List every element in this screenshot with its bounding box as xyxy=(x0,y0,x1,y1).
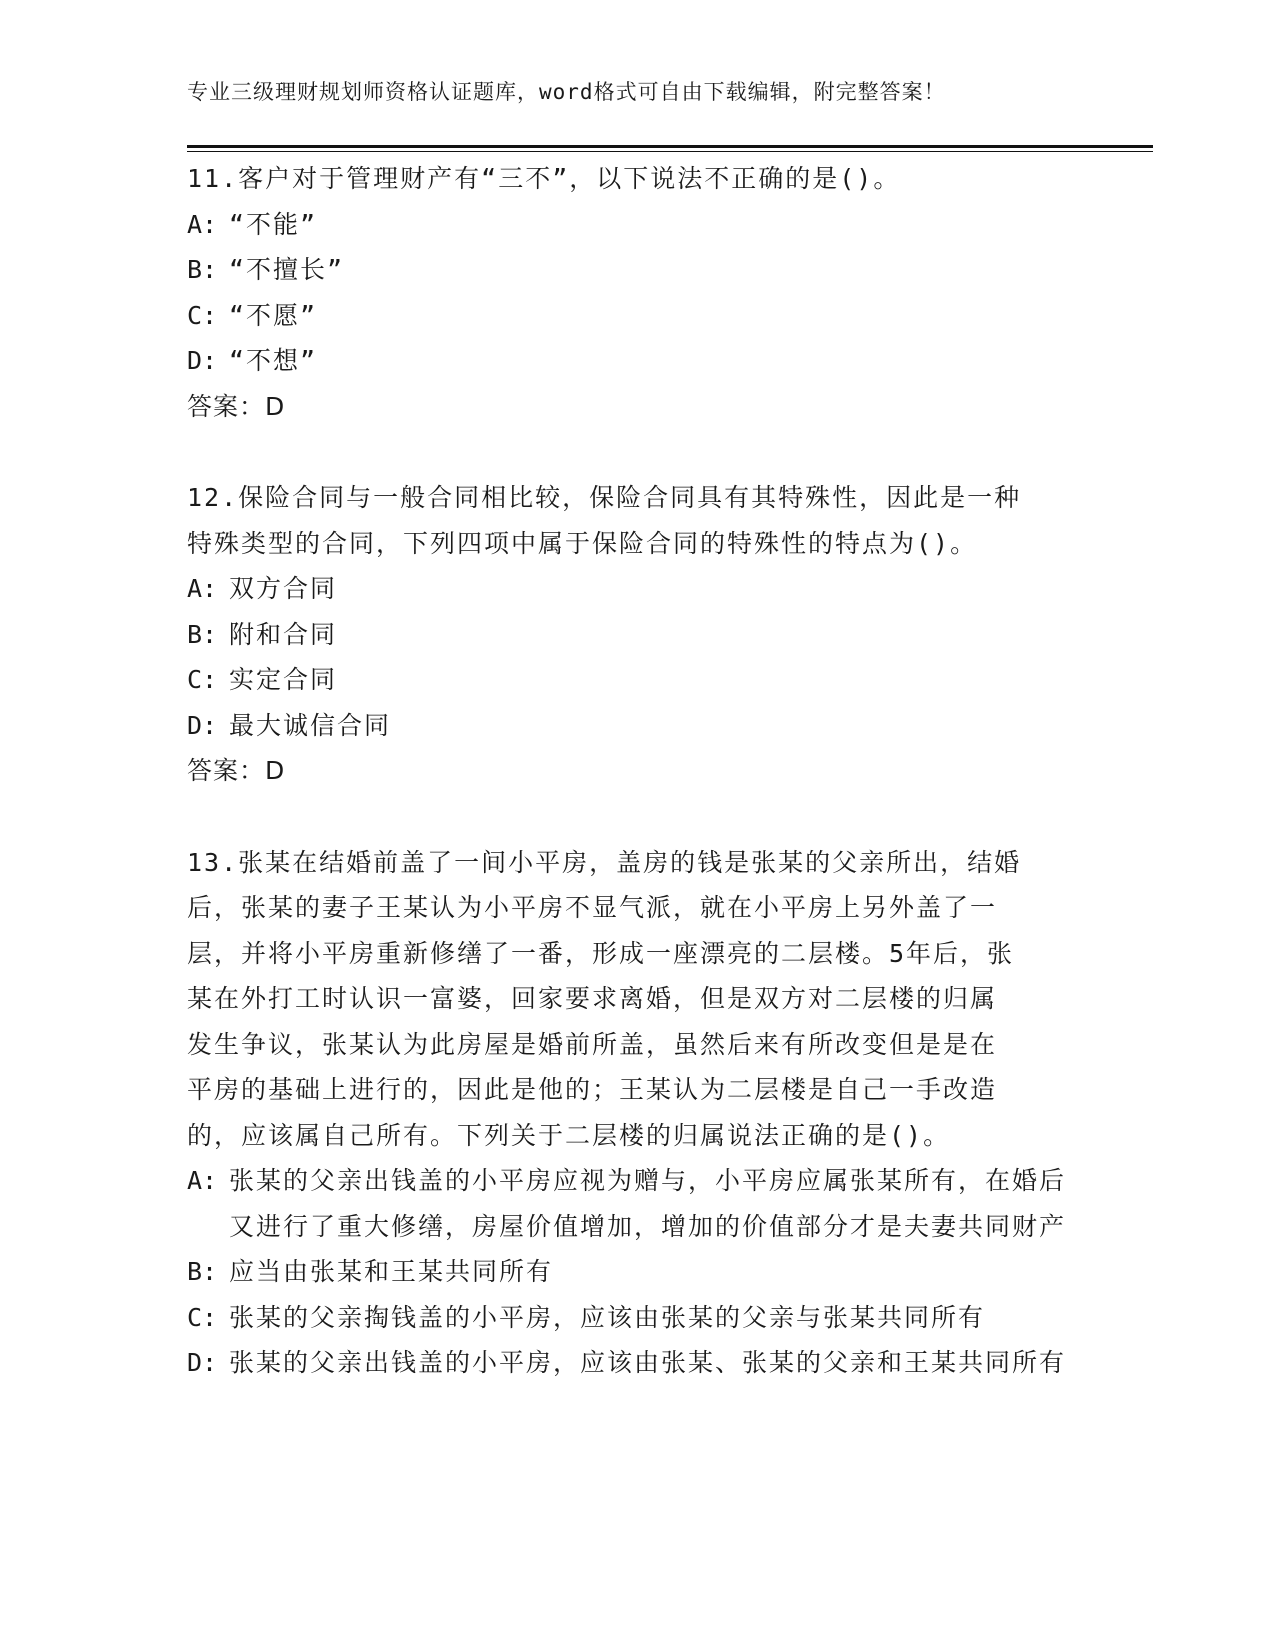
question-stem-line: 特殊类型的合同，下列四项中属于保险合同的特殊性的特点为()。 xyxy=(187,528,978,558)
header-rule-thin xyxy=(187,151,1153,152)
option-text: 张某的父亲出钱盖的小平房，应该由张某、张某的父亲和王某共同所有 xyxy=(229,1348,1067,1377)
option-text: 实定合同 xyxy=(229,665,338,694)
option-key: D: xyxy=(187,346,218,375)
option-b xyxy=(187,612,1087,658)
option-key: D: xyxy=(187,1348,218,1377)
answer-line: 答案：D xyxy=(187,756,286,785)
option-key: C: xyxy=(187,665,218,694)
option-text: “不想” xyxy=(229,346,318,375)
option-b xyxy=(187,247,1087,293)
option-c xyxy=(187,293,1087,339)
option-key: A: xyxy=(187,1166,218,1195)
option-text: “不擅长” xyxy=(229,255,345,284)
option-text: “不能” xyxy=(229,209,318,239)
option-a xyxy=(187,566,1087,612)
option-a xyxy=(187,1158,1087,1249)
option-text: “不愿” xyxy=(229,300,318,330)
question-stem-line: 后，张某的妻子王某认为小平房不显气派，就在小平房上另外盖了一 xyxy=(187,893,998,922)
question-stem-line: 层，并将小平房重新修缮了一番，形成一座漂亮的二层楼。5年后，张 xyxy=(187,938,1015,968)
question-stem-line: 发生争议，张某认为此房屋是婚前所盖，虽然后来有所改变但是是在 xyxy=(187,1029,998,1059)
option-text: 张某的父亲掏钱盖的小平房，应该由张某的父亲与张某共同所有 xyxy=(229,1302,986,1332)
option-b xyxy=(187,1249,1087,1295)
option-key: A: xyxy=(187,209,218,239)
option-c xyxy=(187,657,1087,703)
option-text: 双方合同 xyxy=(229,574,338,603)
option-key: C: xyxy=(187,1302,218,1332)
option-c xyxy=(187,1295,1087,1341)
option-key: B: xyxy=(187,619,218,649)
option-d xyxy=(187,338,1087,384)
question-stem-line: 12.保险合同与一般合同相比较，保险合同具有其特殊性，因此是一种 xyxy=(187,483,1022,512)
option-a xyxy=(187,202,1087,248)
question-13 xyxy=(187,840,1087,1386)
question-list xyxy=(187,156,1087,1432)
option-text: 应当由张某和王某共同所有 xyxy=(229,1257,554,1286)
question-stem: 11.客户对于管理财产有“三不”，以下说法不正确的是()。 xyxy=(187,164,901,193)
option-text: 张某的父亲出钱盖的小平房应视为赠与，小平房应属张某所有，在婚后又进行了重大修缮，房屋价值增加，增加的价值部分才是夫妻共同财产 xyxy=(229,1166,1067,1241)
question-12 xyxy=(187,475,1087,794)
question-11 xyxy=(187,156,1087,429)
answer-line: 答案：D xyxy=(187,391,286,421)
option-text: 最大诚信合同 xyxy=(229,710,392,740)
page-header: 专业三级理财规划师资格认证题库，word格式可自由下载编辑，附完整答案！ xyxy=(187,80,946,104)
option-key: C: xyxy=(187,300,218,330)
option-key: B: xyxy=(187,255,218,284)
option-key: D: xyxy=(187,710,218,740)
question-stem-line: 平房的基础上进行的，因此是他的；王某认为二层楼是自己一手改造 xyxy=(187,1075,998,1104)
option-key: B: xyxy=(187,1257,218,1286)
option-text: 附和合同 xyxy=(229,619,338,649)
option-d xyxy=(187,703,1087,749)
header-rule-thick xyxy=(187,145,1153,148)
question-stem-line: 某在外打工时认识一富婆，回家要求离婚，但是双方对二层楼的归属 xyxy=(187,984,998,1013)
question-stem-line: 的，应该属自己所有。下列关于二层楼的归属说法正确的是()。 xyxy=(187,1120,951,1150)
option-key: A: xyxy=(187,574,218,603)
option-d xyxy=(187,1340,1087,1386)
question-stem-line: 13.张某在结婚前盖了一间小平房，盖房的钱是张某的父亲所出，结婚 xyxy=(187,847,1022,877)
